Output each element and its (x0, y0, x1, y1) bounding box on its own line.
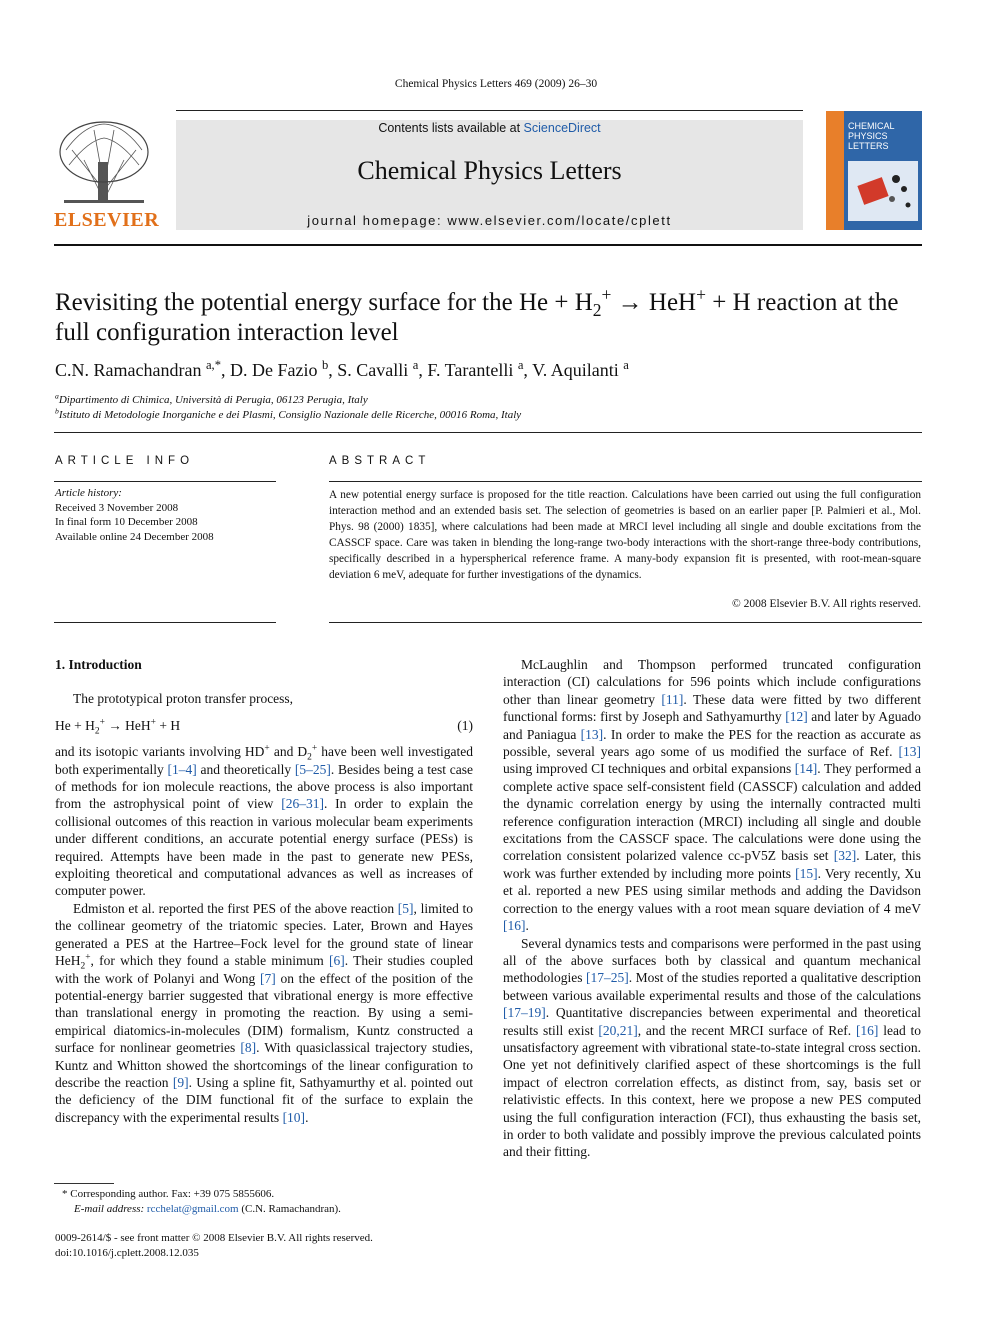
email-label: E-mail address: (74, 1202, 145, 1215)
equation-number: (1) (457, 717, 473, 733)
article-info-bottom-rule (54, 622, 276, 623)
corresponding-author-note: * Corresponding author. Fax: +39 075 5855606. (62, 1188, 275, 1200)
history-label: Article history: (55, 487, 122, 499)
affil-rule (54, 432, 922, 433)
author-list: C.N. Ramachandran $^{a,*}$, D. De Fazio $^b$, S. Cavalli $^a$, F. Tarantelli $^a$, V. Aquilanti $^a$ (55, 358, 629, 380)
journal-homepage[interactable]: journal homepage: www.elsevier.com/locate/cplett (307, 213, 672, 228)
abstract-rule (329, 481, 922, 482)
paragraph: Several dynamics tests and comparisons were performed in the past using all of the above surfaces both by classical and quantum mechanical methodologies [17–25]. Most of the studies reported a qualitative description between various available experimental results and those of the calculations [17–19]. Quantitative discrepancies between experimental and theoretical results still exist [20,21], and the recent MRCI surface of Ref. [16] lead to unsatisfactory agreement with vibrational state-to-state integral cross section. One yet not definitively clarified aspect of these shortcomings is the full impact of electron correlation effects, as distinct from, say, basis set or relativistic effects. In this context, here we propose a new PES computed using the full configuration interaction (FCI), thus exhausting the basis set, in order to both validate and possibly improve the previous calculated points and their fitting. (503, 935, 921, 1160)
paragraph: McLaughlin and Thompson performed truncated configuration interaction (CI) calculations for 596 points which include configurations other than linear geometry [11]. These data were fitted by two different functional forms: first by Joseph and Sathyamurthy [12] and later by Aguado and Paniagua [13]. In order to make the PES for the reaction as accurate as possible, several years ago some of us modified the surface of Ref. [13] using improved CI techniques and orbital expansions [14]. They performed a complete active space self-consistent field (CASSCF) calculation and added the dynamic correlation energy by using the internally contracted multi reference configuration interaction (MRCI) including all single and double excitations from the CASSCF space. The calculations were done using the correlation consistent polarized valence cc-pV5Z basis set [32]. Later, this work was further extended by including more points [15]. Very recently, Xu et al. reported a new PES using similar methods and adding the Davidson correction to the energy values with a root mean square deviation of 4 meV [16]. (503, 657, 922, 934)
affiliation-b: $^b$Istituto di Metodologie Inorganiche e dei Plasmi, Consiglio Nazionale delle Ricerche, 00016 Roma, Italy (55, 406, 522, 421)
email-link[interactable]: rcchelat@gmail.com (146, 1202, 239, 1215)
contents-prefix: Contents lists available at (378, 121, 524, 135)
affiliations (55, 393, 935, 423)
section-heading: 1. Introduction (55, 657, 142, 672)
email-name: (C.N. Ramachandran). (241, 1202, 341, 1215)
abstract-text: A new potential energy surface is proposed for the title reaction. Calculations have been carried out using the full configuration interaction method and an extended basis set. The selection of geometries is based on an earlier paper [P. Palmieri et al., Mol. Phys. 98 (2000) 1835], where calculations had been made at MRCI level including all single and double excitations from the CASSCF space. Care was taken in blending the long-range two-body interactions with the short-range three-body contributions, specifically described in a hyperspherical reference frame. A many-body expansion fit is presented, with root-mean-square deviation 6 meV, adequate for further investigations of the dynamics. (329, 489, 921, 581)
running-head: Chemical Physics Letters 469 (2009) 26–30 (394, 78, 598, 90)
body-left-column (55, 656, 473, 1126)
tree-icon (54, 120, 154, 208)
article-info-rule (54, 481, 276, 482)
contents-line (176, 121, 803, 135)
email-note (62, 1202, 482, 1217)
received-date: Received 3 November 2008 (55, 501, 179, 514)
equation-1 (55, 717, 473, 737)
copyright-line: © 2008 Elsevier B.V. All rights reserved. (732, 598, 921, 610)
article-title: Revisiting the potential energy surface for the $He + H_2^+ \to HeH^+ + H$ reaction at the full configuration interaction level (55, 284, 899, 346)
article-info-heading: ARTICLE INFO (55, 455, 195, 467)
paragraph: and its isotopic variants involving HD+ and $D_2^+$ have been well investigated both experimentally [1–4] and theoretically [5–25]. Besides being a test case of methods for ion molecule reactions, the above process is also important from the astrophysical point of view [26–31]. In order to explain the collisional outcomes of this reaction in various molecular beam experiments under different conditions, an accurate potential energy surface (PESs) is required. Attempts have been made in the past to generate new PESs, exploiting theoretical and computational advances as well as increases of computer power. (55, 743, 474, 899)
paragraph: Edmiston et al. reported the first PES of the above reaction [5], limited to the collinear geometry of the triatomic species. Later, Brown and Hayes generated a PES at the Hartree–Fock level for the ground state of linear HeH$_2$+, for which they found a stable minimum [6]. Their studies coupled with the work of Polanyi and Wong [7] on the effect of the position of the potential-energy barrier suggested that vibrational energy is more effective than translational energy in promoting the reaction. By using a semi-empirical diatomics-in-molecules (DIM) formalism, Kuntz constructed a surface for nonlinear geometries [8]. With quasiclassical trajectory studies, Kuntz and Whitton showed the shortcomings of the linear configuration to describe the reaction [9]. Using a spline fit, Sathyamurthy et al. pointed out the deficiency of the DIM functional fit of the surface to explain the discrepancy with the experimental results [10]. (55, 900, 474, 1125)
header-rule (176, 110, 803, 111)
cover-title: CHEMICAL PHYSICS LETTERS (848, 121, 895, 151)
article-history (55, 486, 275, 544)
masthead-rule (54, 244, 922, 246)
cover-artwork (848, 161, 918, 221)
paragraph: The prototypical proton transfer process, (73, 691, 294, 707)
equation-body: $He + H_2^+ \to HeH^+ + H$ (55, 717, 181, 737)
journal-title: Chemical Physics Letters (357, 156, 622, 185)
journal-cover[interactable] (826, 111, 922, 230)
body-right-column (503, 656, 921, 1161)
elsevier-logo[interactable] (54, 120, 160, 232)
sciencedirect-link[interactable]: ScienceDirect (523, 121, 601, 135)
final-form-date: In final form 10 December 2008 (55, 516, 198, 528)
abstract-bottom-rule (329, 622, 922, 623)
elsevier-wordmark: ELSEVIER (54, 209, 160, 231)
online-date: Available online 24 December 2008 (55, 530, 214, 543)
footnote-rule (54, 1183, 114, 1184)
affiliation-a: $^a$Dipartimento di Chimica, Università di Perugia, 06123 Perugia, Italy (55, 391, 368, 406)
footnotes (62, 1187, 482, 1216)
issn-block (55, 1231, 495, 1260)
issn-line: 0009-2614/$ - see front matter © 2008 Elsevier B.V. All rights reserved. (55, 1232, 373, 1244)
doi-line[interactable]: doi:10.1016/j.cplett.2008.12.035 (55, 1246, 199, 1259)
abstract-heading: ABSTRACT (329, 455, 431, 467)
cover-stripe (826, 111, 844, 230)
journal-banner (176, 120, 803, 230)
